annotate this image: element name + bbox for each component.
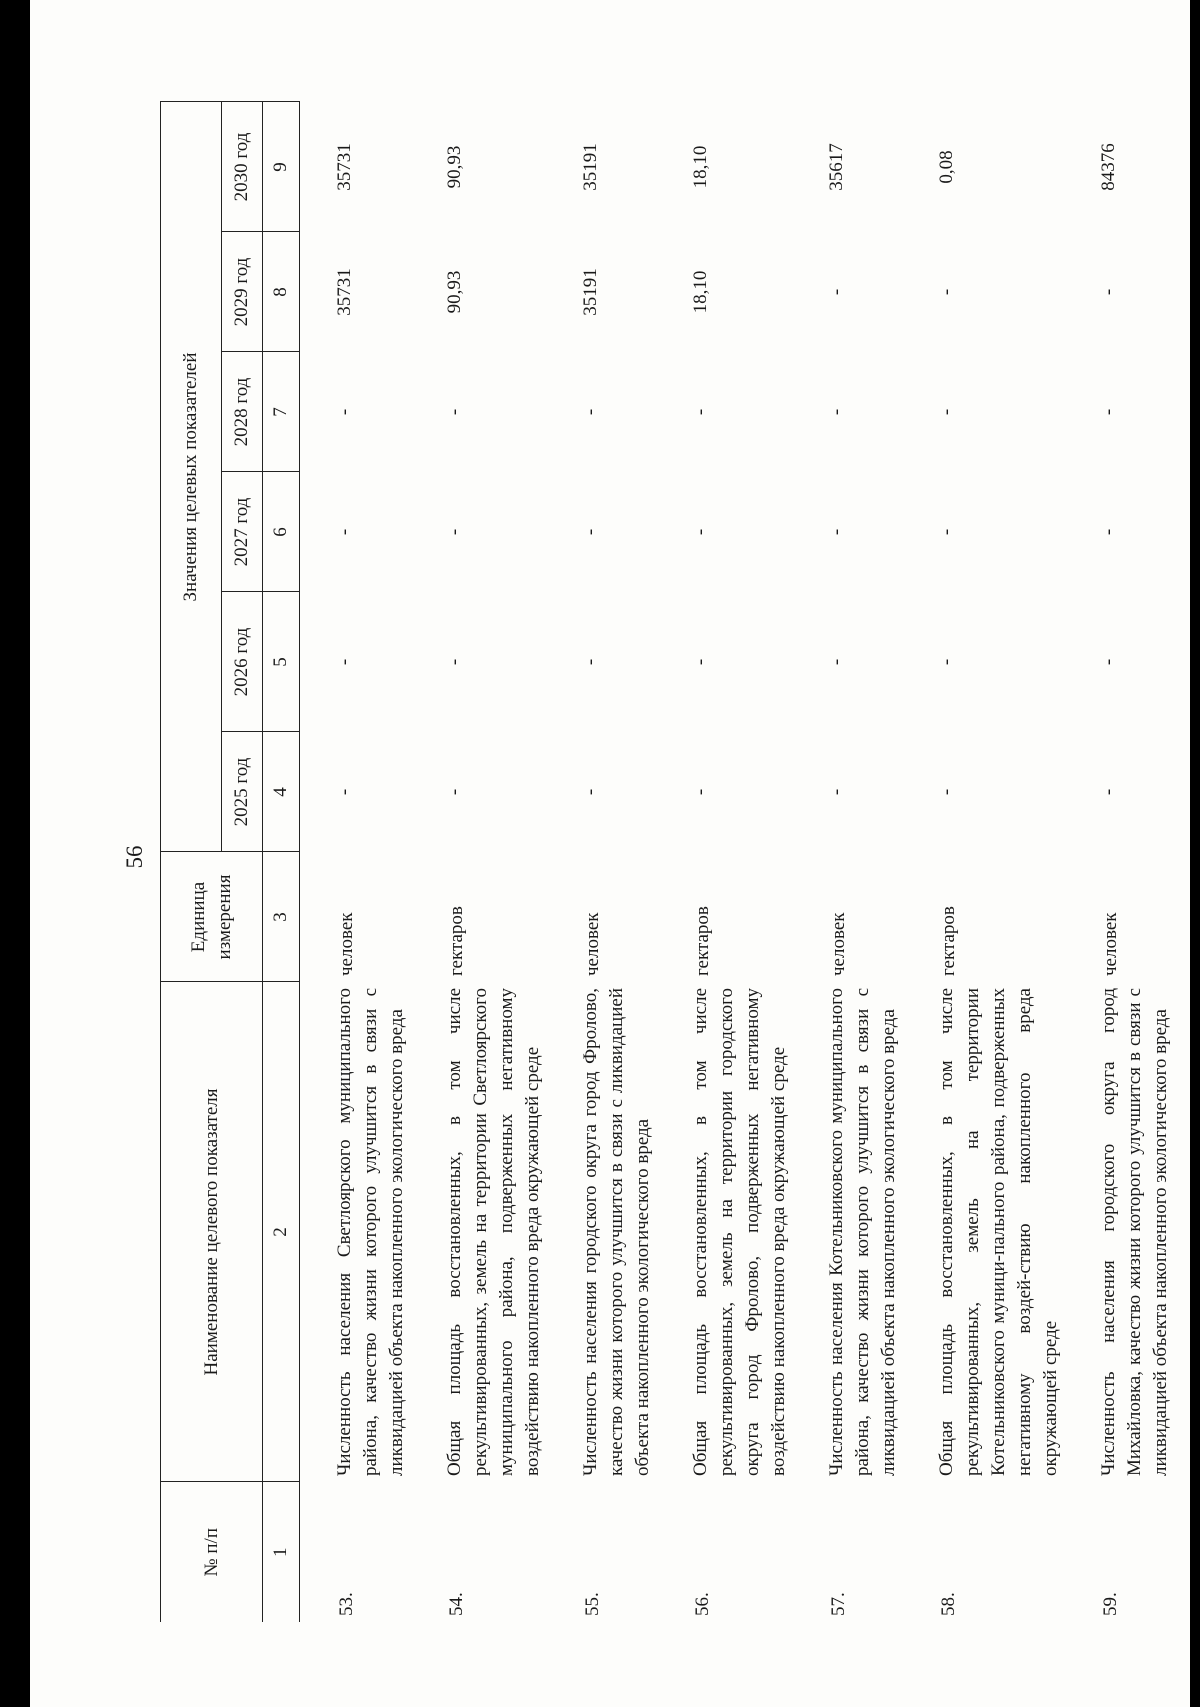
col-number: 3: [263, 852, 300, 982]
value-cell: 18,10: [690, 270, 711, 314]
row-number: 56.: [692, 1592, 713, 1616]
header-values-group: Значения целевых показателей: [161, 102, 222, 852]
value-cell: -: [690, 528, 711, 536]
value-cell: -: [936, 408, 957, 416]
value-cell: -: [826, 288, 847, 296]
table-row: [1096, 102, 1174, 1622]
value-cell: 0,08: [936, 150, 957, 184]
value-cell: -: [826, 788, 847, 796]
page-number: 56: [122, 845, 147, 869]
value-cell: -: [580, 788, 601, 796]
header-year: 2030 год: [222, 102, 263, 232]
value-cell: 35731: [334, 268, 355, 316]
unit-cell: человек: [828, 912, 849, 976]
table-body: [300, 102, 1200, 1622]
unit-cell: человек: [336, 912, 357, 976]
header-year: 2026 год: [222, 592, 263, 732]
value-cell: -: [580, 658, 601, 666]
header-year: 2027 год: [222, 472, 263, 592]
row-number: 57.: [828, 1592, 849, 1616]
value-cell: -: [1098, 288, 1119, 296]
header-year: 2029 год: [222, 232, 263, 352]
value-cell: -: [936, 528, 957, 536]
header-year: 2025 год: [222, 732, 263, 852]
table-row: [332, 102, 410, 1622]
indicator-name: Численность населения Светлоярского муниципального района, качество жизни которого улучшится в связи с ликвидацией объекта накопленного экологического вреда: [334, 988, 407, 1476]
header-name: Наименование целевого показателя: [161, 982, 263, 1482]
value-cell: -: [444, 528, 465, 536]
row-number: 55.: [582, 1592, 603, 1616]
table-row: [824, 102, 902, 1622]
value-cell: -: [1098, 408, 1119, 416]
row-number: 54.: [446, 1592, 467, 1616]
unit-cell: человек: [582, 912, 603, 976]
value-cell: 35191: [580, 143, 601, 191]
value-cell: -: [1098, 788, 1119, 796]
indicator-name: Численность населения городского округа город Фролово, качество жизни которого улучшится в связи с ликвидацией объекта накопленного экологического вреда: [580, 988, 653, 1476]
indicator-name: Общая площадь восстановленных, в том числе рекультивированных, земель на территории Котельниковского муници-пального района, подверженных негативному воздей-ствию накопленного вреда окружающей среде: [936, 988, 1061, 1476]
value-cell: -: [444, 658, 465, 666]
col-number: 1: [263, 1482, 300, 1622]
col-number: 9: [263, 102, 300, 232]
row-number: 58.: [938, 1592, 959, 1616]
value-cell: -: [936, 658, 957, 666]
value-cell: -: [334, 408, 355, 416]
value-cell: -: [1098, 528, 1119, 536]
value-cell: 84376: [1098, 143, 1119, 191]
indicator-name: Численность населения Котельниковского муниципального района, качество жизни которого улучшится в связи с ликвидацией объекта накопленного экологического вреда: [826, 988, 899, 1476]
table-header: [161, 102, 300, 1622]
col-number: 5: [263, 592, 300, 732]
rotated-landscape-content: [30, 0, 1190, 1707]
row-spacer: [1064, 102, 1096, 1622]
value-cell: 18,10: [690, 145, 711, 189]
value-cell: 35617: [826, 143, 847, 191]
value-cell: -: [334, 658, 355, 666]
row-spacer: [546, 102, 578, 1622]
value-cell: -: [334, 528, 355, 536]
header-year: 2028 год: [222, 352, 263, 472]
row-spacer: [410, 102, 442, 1622]
value-cell: -: [334, 788, 355, 796]
value-cell: 90,93: [444, 145, 465, 189]
value-cell: -: [580, 408, 601, 416]
indicator-name: Общая площадь восстановленных, в том числе рекультивированных, земель на территории городского округа город Фролово, подверженных негативному воздействию накопленного вреда окружающей среде: [690, 988, 789, 1476]
unit-cell: гектаров: [692, 906, 713, 976]
value-cell: 35731: [334, 143, 355, 191]
value-cell: -: [690, 788, 711, 796]
value-cell: -: [580, 528, 601, 536]
value-cell: -: [690, 658, 711, 666]
value-cell: -: [444, 788, 465, 796]
row-spacer: [1174, 102, 1200, 1622]
indicator-name: Общая площадь восстановленных, в том числе рекультивированных, земель на территории Светлоярского муниципального района, подверженных негативному воздействию накопленного вреда окружающей среде: [444, 988, 543, 1476]
row-spacer: [902, 102, 934, 1622]
value-cell: -: [936, 788, 957, 796]
value-cell: -: [826, 658, 847, 666]
header-unit: Единица измерения: [161, 852, 263, 982]
value-cell: 35191: [580, 268, 601, 316]
col-number: 7: [263, 352, 300, 472]
col-number: 6: [263, 472, 300, 592]
table-row: [688, 102, 792, 1622]
col-number: 8: [263, 232, 300, 352]
value-cell: -: [936, 288, 957, 296]
unit-cell: гектаров: [938, 906, 959, 976]
value-cell: -: [1098, 658, 1119, 666]
col-number: 2: [263, 982, 300, 1482]
table-row: [442, 102, 546, 1622]
col-number: 4: [263, 732, 300, 852]
value-cell: -: [444, 408, 465, 416]
unit-cell: человек: [1100, 912, 1121, 976]
target-indicators-table: [160, 101, 1200, 1622]
header-num: № п/п: [161, 1482, 263, 1622]
value-cell: -: [826, 408, 847, 416]
unit-cell: гектаров: [446, 906, 467, 976]
indicator-name: Численность населения городского округа город Михайловка, качество жизни которого улучшится в связи с ликвидацией объекта накопленного экологического вреда: [1098, 988, 1171, 1476]
value-cell: 90,93: [444, 270, 465, 314]
table-row: [934, 102, 1064, 1622]
table-row: [578, 102, 656, 1622]
row-spacer: [656, 102, 688, 1622]
value-cell: -: [690, 408, 711, 416]
value-cell: -: [826, 528, 847, 536]
scanned-page: [30, 0, 1190, 1707]
row-number: 59.: [1100, 1592, 1121, 1616]
row-number: 53.: [336, 1592, 357, 1616]
row-spacer: [792, 102, 824, 1622]
